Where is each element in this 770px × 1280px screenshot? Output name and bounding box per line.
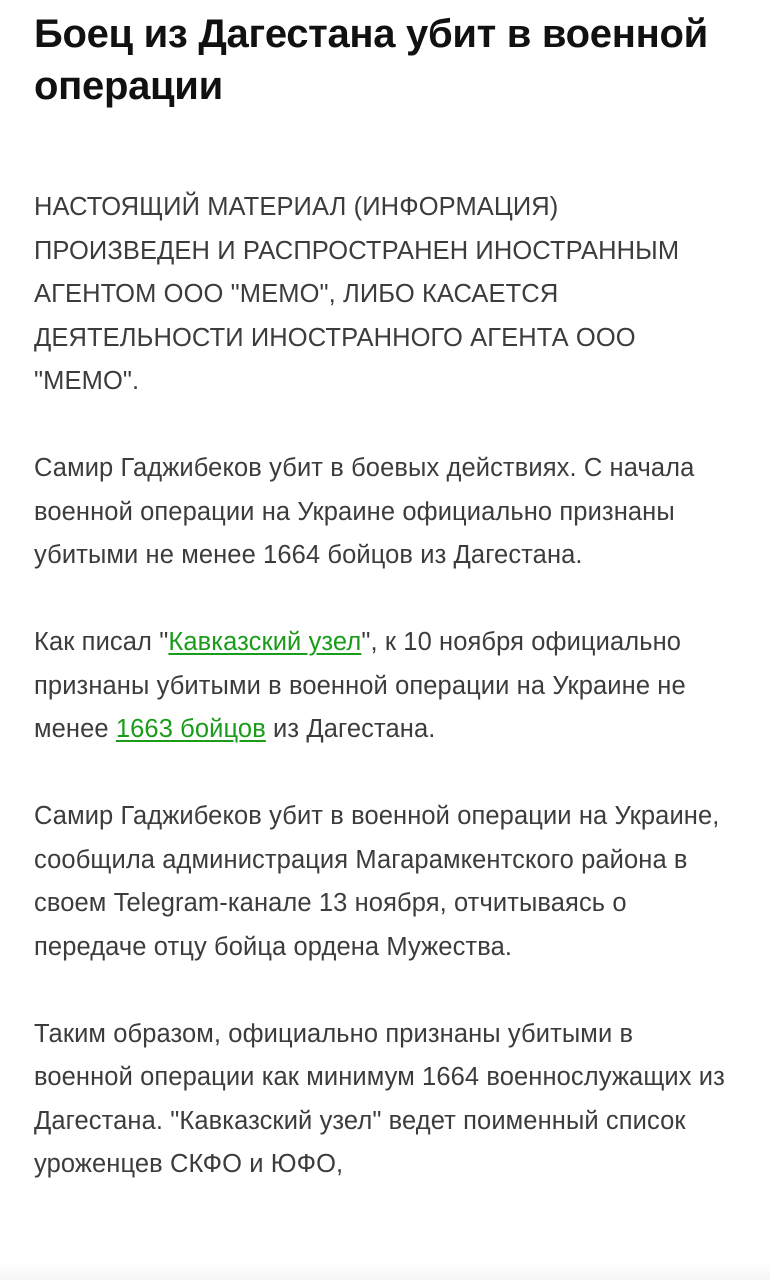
paragraph-2-text-end: из Дагестана.	[265, 715, 436, 743]
article	[34, 0, 734, 1187]
paragraph-4: Таким образом, официально признаны убитыми в военной операции как минимум 1664 военнослужащих из Дагестана. "Кавказский узел" ведет поименный список уроженцев СКФО и ЮФО,	[34, 1019, 725, 1178]
paragraph-2-text-start: Как писал "	[34, 628, 169, 656]
kavkazsky-uzel-link[interactable]: Кавказский узел	[168, 628, 362, 656]
paragraph-2-text-middle: ", к 10 ноября официально признаны убитыми в военной операции на Украине не менее	[34, 628, 686, 743]
paragraph-1: Самир Гаджибеков убит в боевых действиях. С начала военной операции на Украине официально признаны убитыми не менее 1664 бойцов из Дагестана.	[34, 454, 695, 569]
fighters-count-link[interactable]: 1663 бойцов	[115, 715, 266, 743]
paragraph-2	[34, 621, 734, 752]
paragraph-3: Самир Гаджибеков убит в военной операции на Украине, сообщила администрация Магарамкентского района в своем Telegram-канале 13 ноября, отчитываясь о передаче отцу бойца ордена Мужества.	[34, 802, 720, 961]
bottom-fade	[0, 1262, 770, 1280]
foreign-agent-disclaimer: НАСТОЯЩИЙ МАТЕРИАЛ (ИНФОРМАЦИЯ) ПРОИЗВЕДЕН И РАСПРОСТРАНЕН ИНОСТРАННЫМ АГЕНТОМ ООО "МЕМО", ЛИБО КАСАЕТСЯ ДЕЯТЕЛЬНОСТИ ИНОСТРАННОГО АГЕНТА ООО "МЕМО".	[34, 193, 680, 395]
article-title: Боец из Дагестана убит в военной операции	[34, 12, 708, 108]
